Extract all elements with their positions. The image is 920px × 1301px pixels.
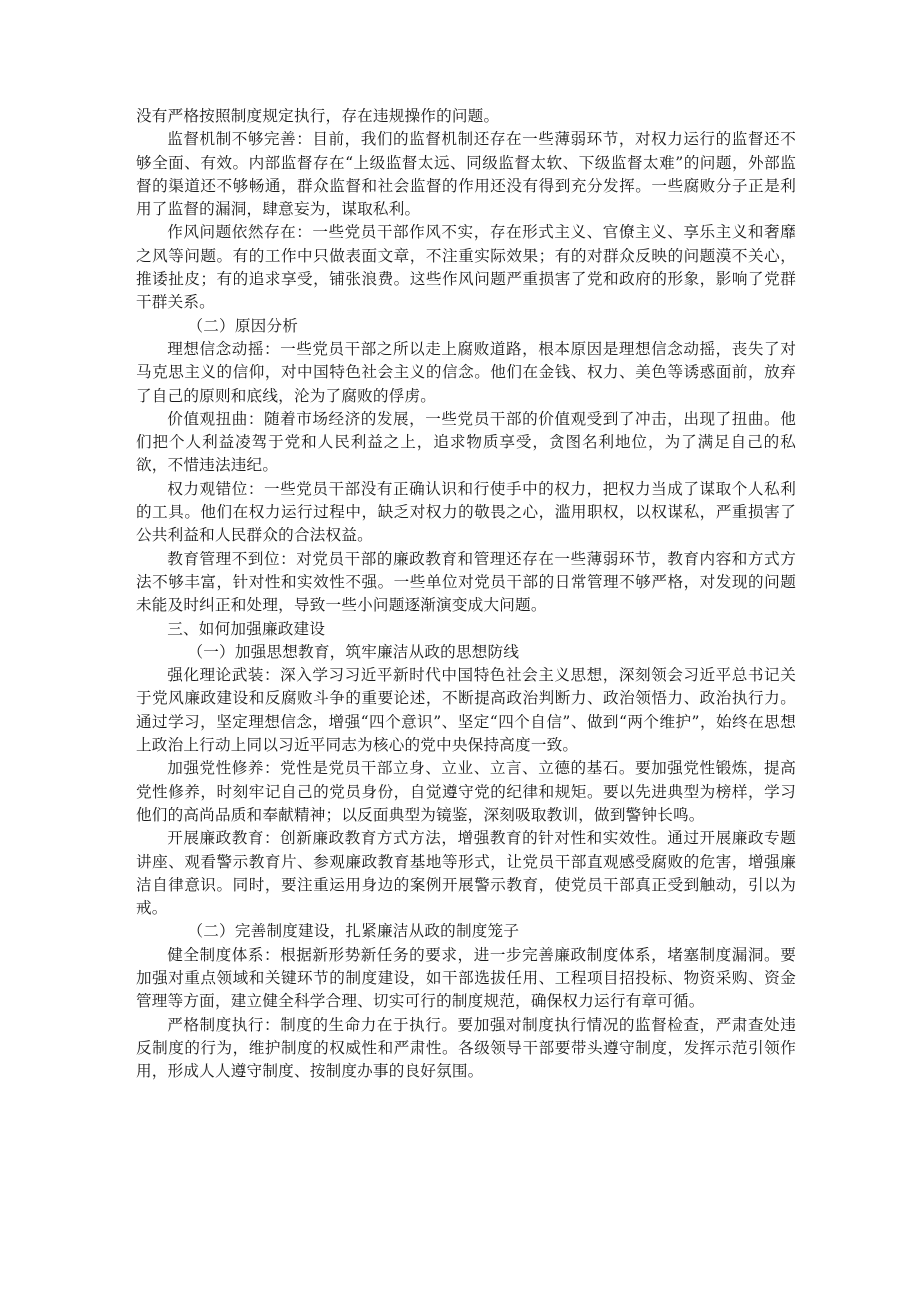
paragraph: 价值观扭曲：随着市场经济的发展，一些党员干部的价值观受到了冲击，出现了扭曲。他们把个人利益凌驾于党和人民利益之上，追求物质享受，贪图名利地位，为了满足自己的私欲，不惜违法违纪。 <box>136 409 796 475</box>
subsection-heading: （二）原因分析 <box>187 316 299 335</box>
document-body <box>136 105 796 1083</box>
subsection-heading: （二）完善制度建设，扎紧廉洁从政的制度笼子 <box>187 922 520 941</box>
paragraph: 强化理论武装：深入学习习近平新时代中国特色社会主义思想，深刻领会习近平总书记关于党风廉政建设和反腐败斗争的重要论述，不断提高政治判断力、政治领悟力、政治执行力。通过学习，坚定理想信念，增强“四个意识”、坚定“四个自信”、做到“两个维护”，始终在思想上政治上行动上同以习近平同志为核心的党中央保持高度一致。 <box>136 666 796 755</box>
paragraph: 开展廉政教育：创新廉政教育方式方法，增强教育的针对性和实效性。通过开展廉政专题讲座、观看警示教育片、参观廉政教育基地等形式，让党员干部直观感受腐败的危害，增强廉洁自律意识。同时，要注重运用身边的案例开展警示教育，使党员干部真正受到触动，引以为戒。 <box>136 829 796 918</box>
paragraph: 健全制度体系：根据新形势新任务的要求，进一步完善廉政制度体系，堵塞制度漏洞。要加强对重点领域和关键环节的制度建设，如干部选拔任用、工程项目招投标、物资采购、资金管理等方面，建立健全科学合理、切实可行的制度规范，确保权力运行有章可循。 <box>136 945 796 1011</box>
paragraph: 教育管理不到位：对党员干部的廉政教育和管理还存在一些薄弱环节，教育内容和方式方法不够丰富，针对性和实效性不强。一些单位对党员干部的日常管理不够严格，对发现的问题未能及时纠正和处理，导致一些小问题逐渐演变成大问题。 <box>136 549 796 615</box>
paragraph: 作风问题依然存在：一些党员干部作风不实，存在形式主义、官僚主义、享乐主义和奢靡之风等问题。有的工作中只做表面文章，不注重实际效果；有的对群众反映的问题漠不关心，推诿扯皮；有的追求享受，铺张浪费。这些作风问题严重损害了党和政府的形象，影响了党群干群关系。 <box>136 223 796 312</box>
paragraph: 权力观错位：一些党员干部没有正确认识和行使手中的权力，把权力当成了谋取个人私利的工具。他们在权力运行过程中，缺乏对权力的敬畏之心，滥用职权，以权谋私，严重损害了公共利益和人民群众的合法权益。 <box>136 479 796 545</box>
section-heading: 三、如何加强廉政建设 <box>167 619 326 638</box>
paragraph: 严格制度执行：制度的生命力在于执行。要加强对制度执行情况的监督检查，严肃查处违反制度的行为，维护制度的权威性和严肃性。各级领导干部要带头遵守制度，发挥示范引领作用，形成人人遵守制度、按制度办事的良好氛围。 <box>136 1015 796 1081</box>
paragraph: 理想信念动摇：一些党员干部之所以走上腐败道路，根本原因是理想信念动摇，丧失了对马克思主义的信仰，对中国特色社会主义的信念。他们在金钱、权力、美色等诱惑面前，放弃了自己的原则和底线，沦为了腐败的俘虏。 <box>136 339 796 405</box>
paragraph: 加强党性修养：党性是党员干部立身、立业、立言、立德的基石。要加强党性锻炼，提高党性修养，时刻牢记自己的党员身份，自觉遵守党的纪律和规矩。要以先进典型为榜样，学习他们的高尚品质和奉献精神；以反面典型为镜鉴，深刻吸取教训，做到警钟长鸣。 <box>136 759 796 824</box>
paragraph: 监督机制不够完善：目前，我们的监督机制还存在一些薄弱环节，对权力运行的监督还不够全面、有效。内部监督存在“上级监督太远、同级监督太软、下级监督太难”的问题，外部监督的渠道还不够畅通，群众监督和社会监督的作用还没有得到充分发挥。一些腐败分子正是利用了监督的漏洞，肆意妄为，谋取私利。 <box>136 130 796 219</box>
subsection-heading: （一）加强思想教育，筑牢廉洁从政的思想防线 <box>187 642 520 661</box>
paragraph: 没有严格按照制度规定执行，存在违规操作的问题。 <box>136 107 500 125</box>
